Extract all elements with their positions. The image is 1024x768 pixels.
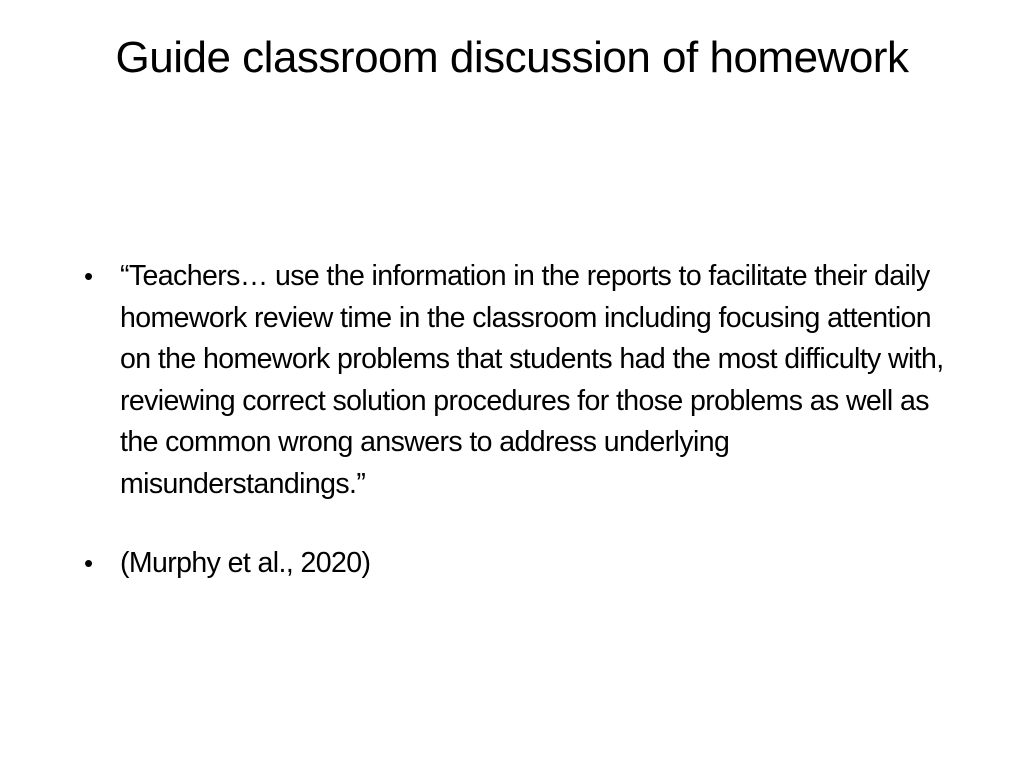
bullet-citation [80, 543, 960, 585]
citation-text: (Murphy et al., 2020) [120, 547, 371, 579]
slide-title: Guide classroom discussion of homework [115, 33, 909, 82]
bullet-quote [80, 256, 960, 505]
quote-text: “Teachers… use the information in the reports to facilitate their daily homework review time in the classroom including focusing attention on the homework problems that students had the most difficulty with, reviewing correct solution procedures for those problems as well as the common wrong answers to address underlying misunderstandings.” [120, 260, 944, 500]
bullet-dot-icon: • [84, 548, 93, 578]
bullet-list [80, 256, 960, 623]
bullet-dot-icon: • [84, 261, 93, 291]
